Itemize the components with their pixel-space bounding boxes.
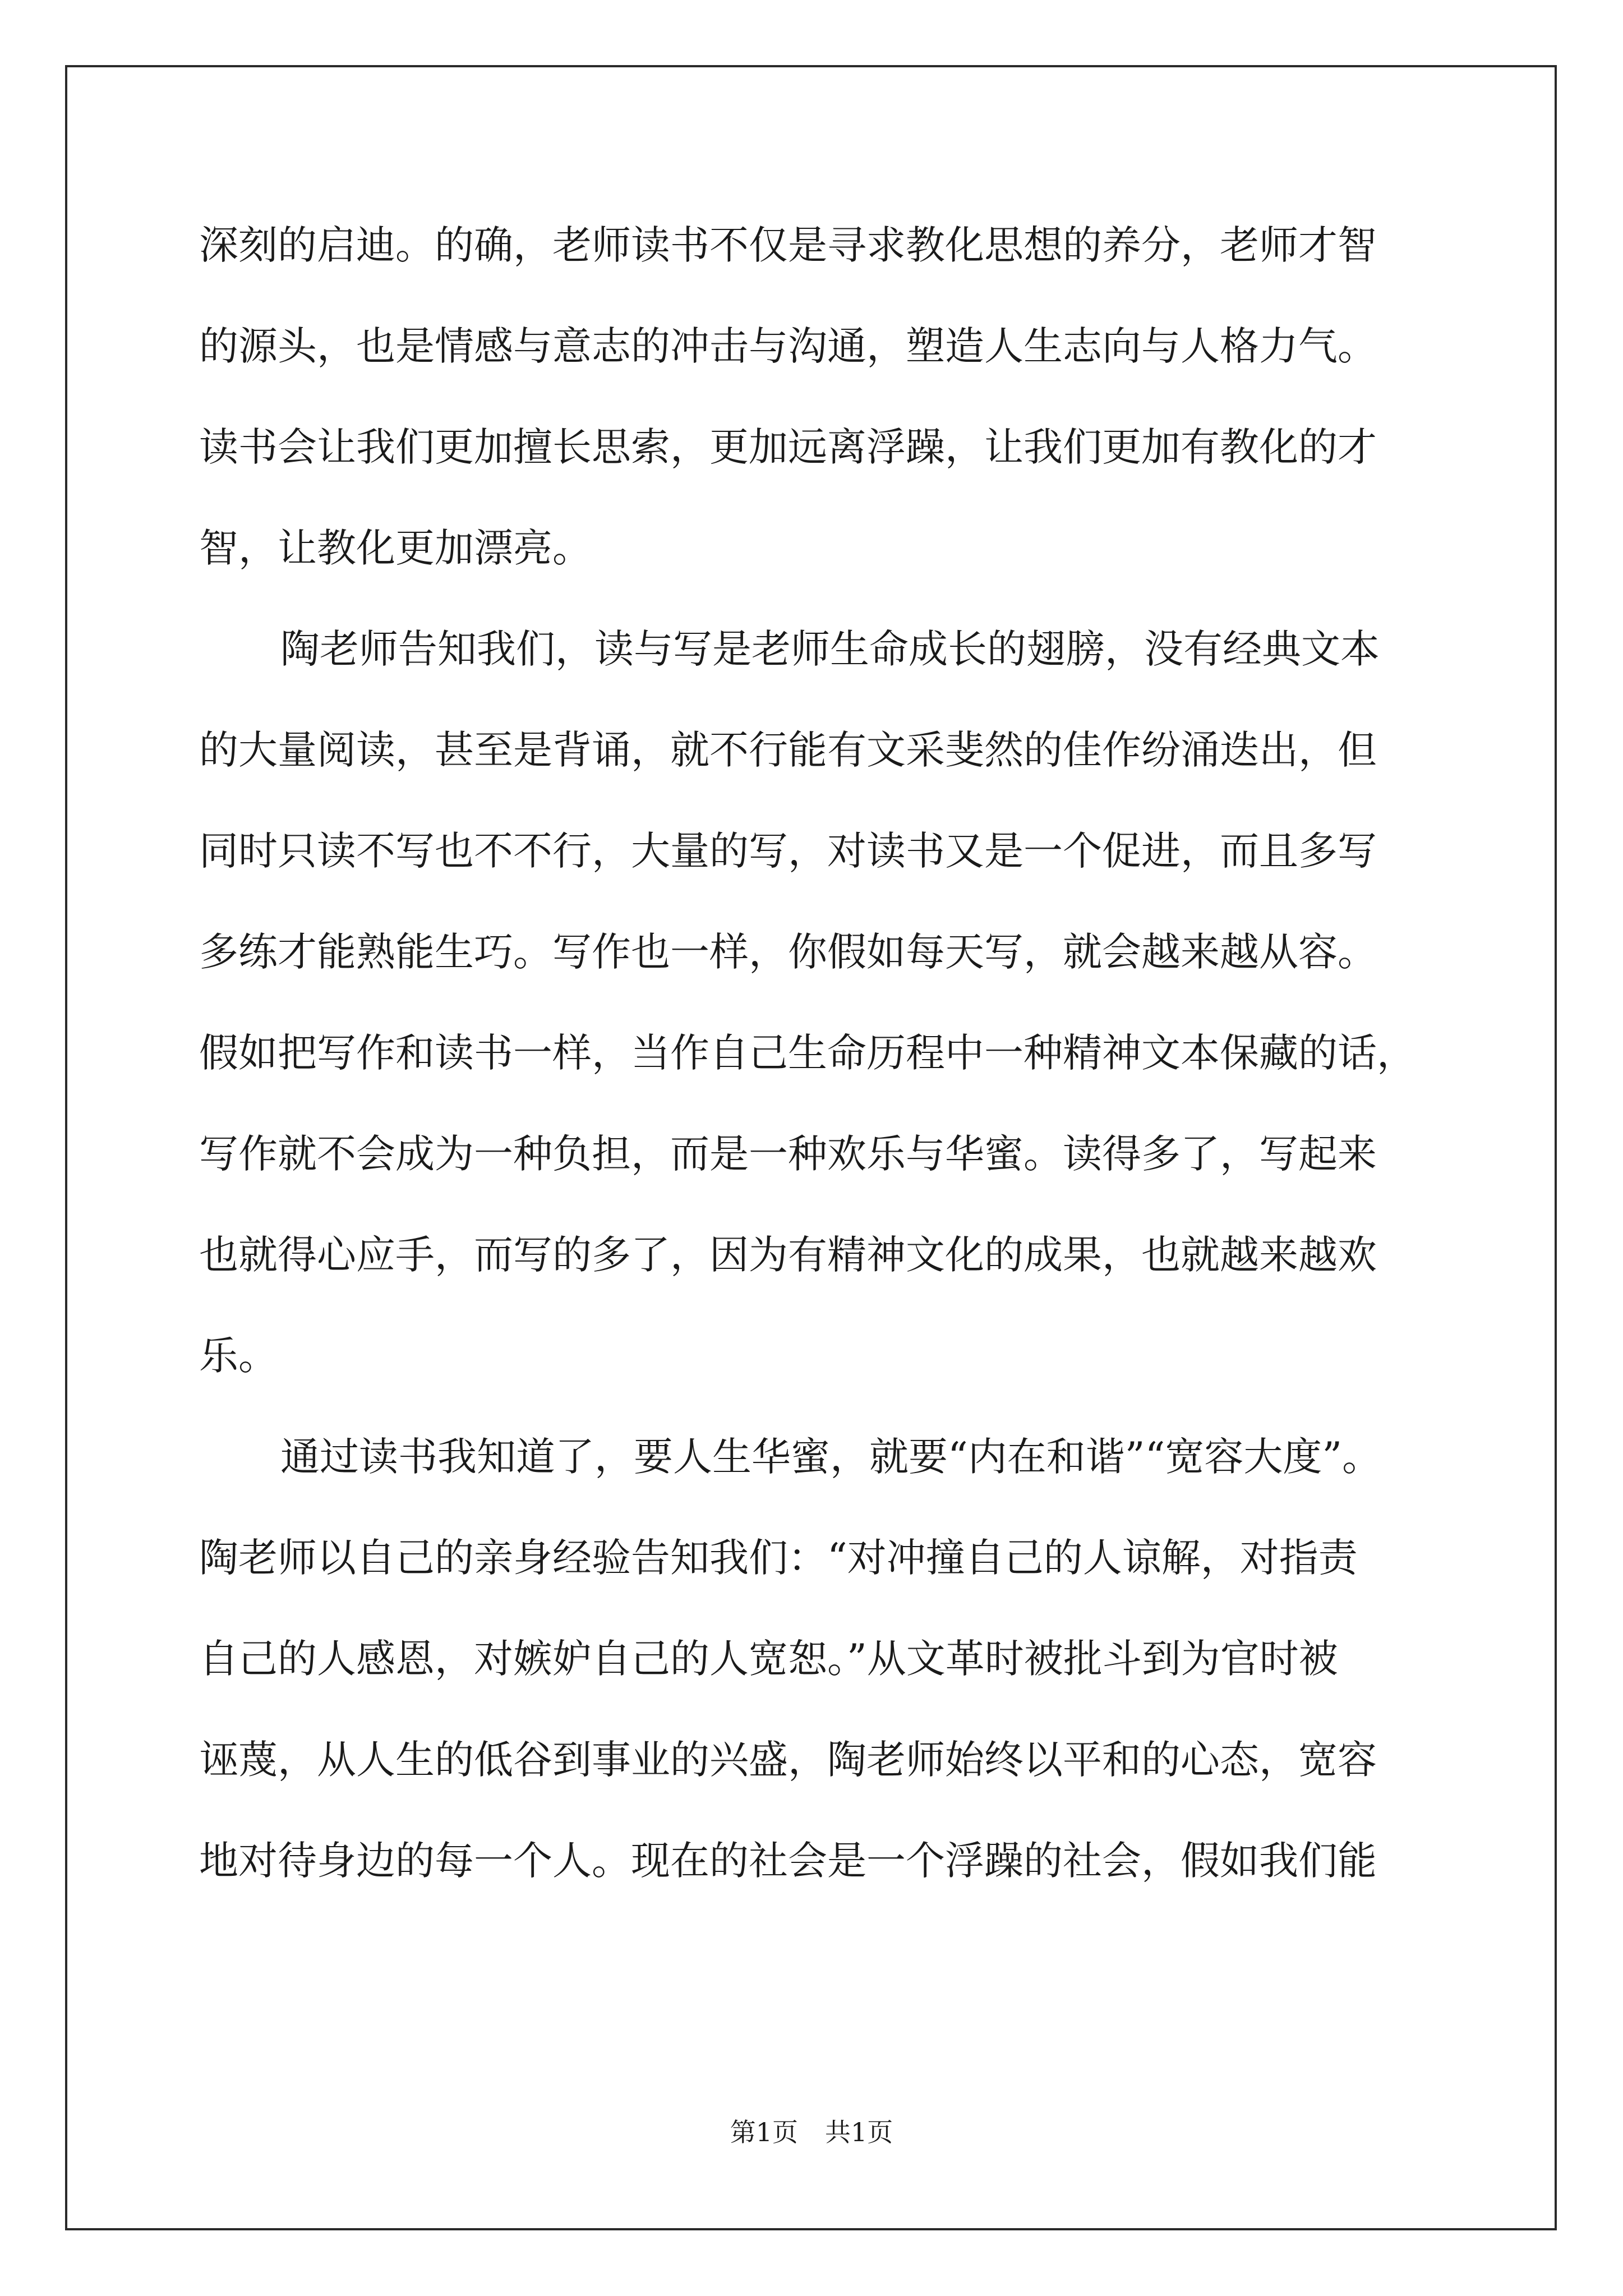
text-line: 地对待身边的每一个人。现在的社会是一个浮躁的社会，假如我们能	[199, 1838, 1377, 1884]
text-line: 陶老师以自己的亲身经验告知我们：“对冲撞自己的人谅解，对指责	[199, 1535, 1358, 1581]
text-line: 假如把写作和读书一样，当作自己生命历程中一种精神文本保藏的话，	[199, 1030, 1416, 1076]
text-line: 自己的人感恩，对嫉妒自己的人宽恕。”从文革时被批斗到为官时被	[199, 1636, 1338, 1682]
text-line: 写作就不会成为一种负担，而是一种欢乐与华蜜。读得多了，写起来	[199, 1131, 1377, 1177]
text-line: 读书会让我们更加擅长思索，更加远离浮躁，让我们更加有教化的才	[199, 424, 1377, 470]
page-footer	[0, 2112, 1623, 2149]
text-line: 也就得心应手，而写的多了，因为有精神文化的成果，也就越来越欢	[199, 1232, 1377, 1278]
text-line: 诬蔑，从人生的低谷到事业的兴盛，陶老师始终以平和的心态，宽容	[199, 1737, 1377, 1783]
text-line: 同时只读不写也不不行，大量的写，对读书又是一个促进，而且多写	[199, 828, 1377, 874]
text-line: 智，让教化更加漂亮。	[199, 525, 592, 571]
text-line: 的大量阅读，甚至是背诵，就不行能有文采斐然的佳作纷涌迭出，但	[199, 727, 1377, 773]
paragraph-start-line: 陶老师告知我们，读与写是老师生命成长的翅膀，没有经典文本	[280, 626, 1380, 672]
text-line: 多练才能熟能生巧。写作也一样，你假如每天写，就会越来越从容。	[199, 929, 1377, 975]
page-number: 第1页	[730, 2117, 798, 2147]
text-line: 乐。	[199, 1333, 278, 1379]
text-line: 的源头，也是情感与意志的冲击与沟通，塑造人生志向与人格力气。	[199, 323, 1377, 369]
page-total: 共1页	[825, 2117, 893, 2147]
text-line: 深刻的启迪。的确，老师读书不仅是寻求教化思想的养分，老师才智	[199, 222, 1377, 268]
paragraph-start-line: 通过读书我知道了，要人生华蜜，就要“内在和谐”“宽容大度”。	[280, 1434, 1382, 1480]
